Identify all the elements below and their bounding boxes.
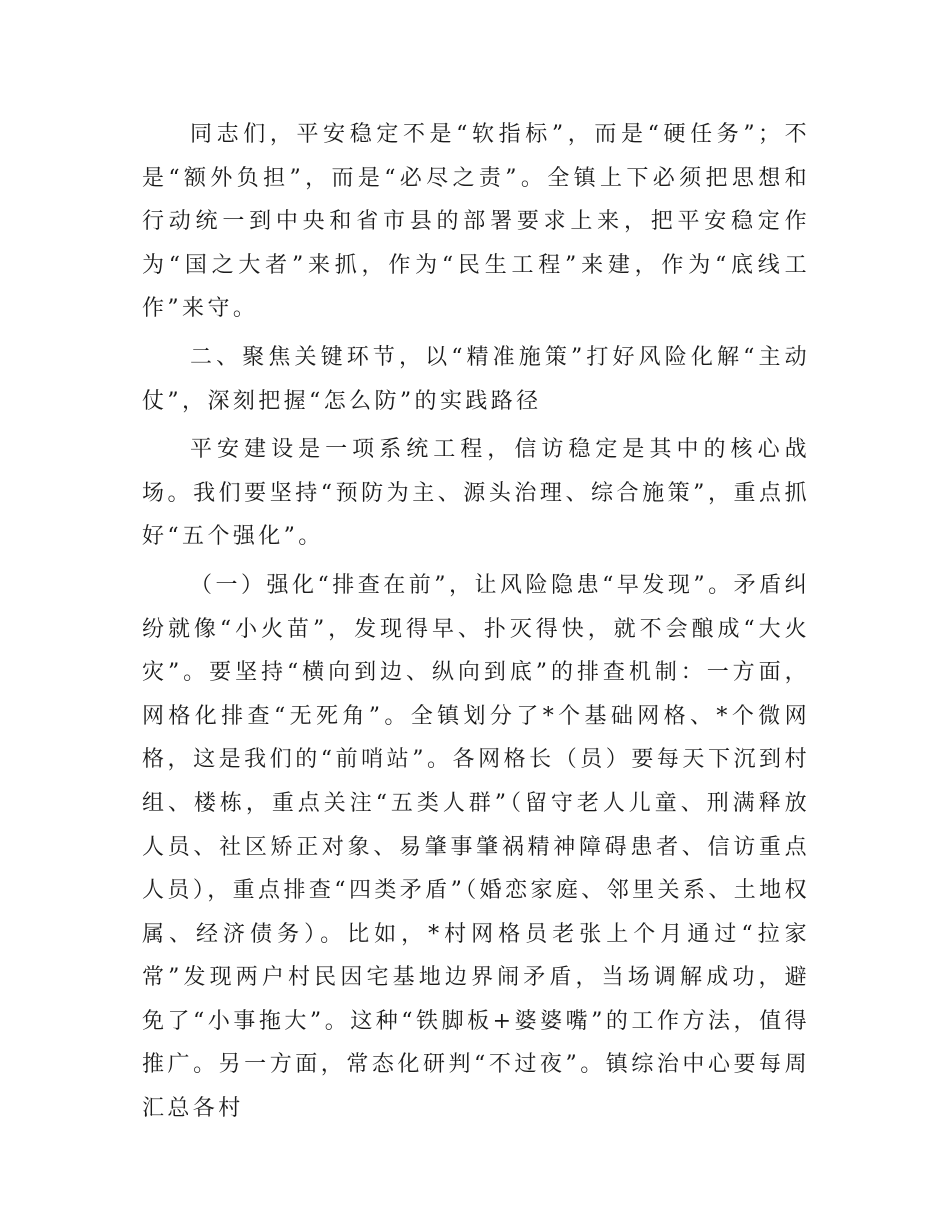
paragraph-subsection-1: （一）强化“排查在前”，让风险隐患“早发现”。矛盾纠纷就像“小火苗”，发现得早、扑灭得快，就不会酿成“大火灾”。要坚持“横向到边、纵向到底”的排查机制：一方面，网格化排查“无死角”。全镇划分了*个基础网格、*个微网格，这是我们的“前哨站”。各网格长（员）要每天下沉到村组、楼栋，重点关注“五类人群”（留守老人儿童、刑满释放人员、社区矫正对象、易肇事肇祸精神障碍患者、信访重点人员），重点排查“四类矛盾”（婚恋家庭、邻里关系、土地权属、经济债务）。比如，*村网格员老张上个月通过“拉家常”发现两户村民因宅基地边界闹矛盾，当场调解成功，避免了“小事拖大”。这种“铁脚板+婆婆嘴”的工作方法，值得推广。另一方面，常态化研判“不过夜”。镇综治中心要每周汇总各村 [142,572,810,1122]
section-heading: 二、聚焦关键环节，以“精准施策”打好风险化解“主动仗”，深刻把握“怎么防”的实践路径 [142,344,810,414]
document-body [142,113,810,1136]
paragraph-overview: 平安建设是一项系统工程，信访稳定是其中的核心战场。我们要坚持“预防为主、源头治理、综合施策”，重点抓好“五个强化”。 [142,437,810,550]
paragraph-intro: 同志们，平安稳定不是“软指标”，而是“硬任务”；不是“额外负担”，而是“必尽之责”。全镇上下必须把思想和行动统一到中央和省市县的部署要求上来，把平安稳定作为“国之大者”来抓，作为“民生工程”来建，作为“底线工作”来守。 [142,122,810,322]
